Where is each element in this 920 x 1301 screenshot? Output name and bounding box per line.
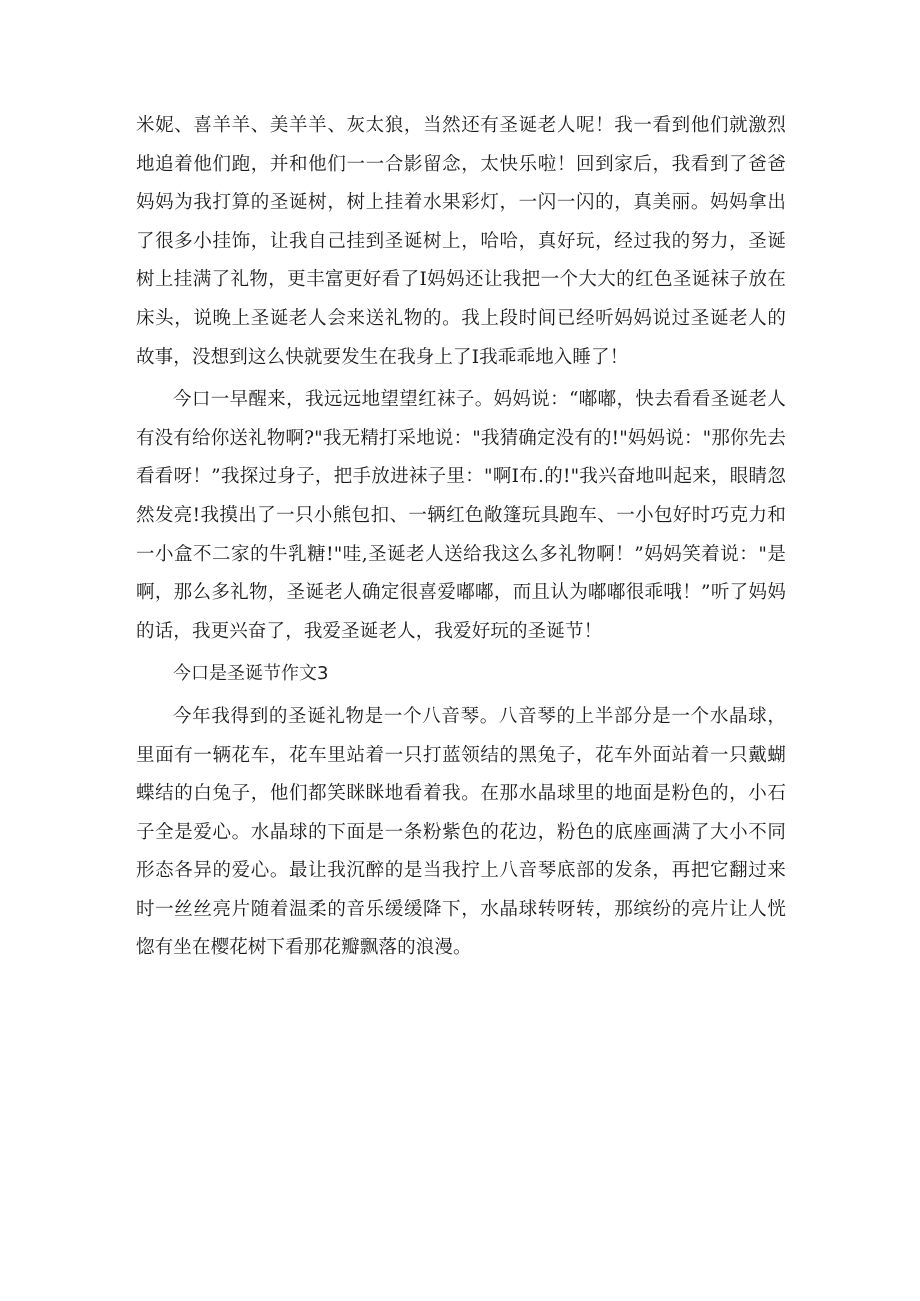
paragraph-music-box: 今年我得到的圣诞礼物是一个八音琴。八音琴的上半部分是一个水晶球，里面有一辆花车，花车里站着一只打蓝领结的黑兔子，花车外面站着一只戴蝴蝶结的白兔子，他们都笑眯眯地看着我。在那水晶球里的地面是粉色的，小石子全是爱心。水晶球的下面是一条粉紫色的花边，粉色的底座画满了大小不同形态各异的爱心。最让我沉醉的是当我拧上八音琴底部的发条，再把它翻过来时一丝丝亮片随着温柔的音乐缓缓降下，水晶球转呀转，那缤纷的亮片让人恍惚有坐在樱花树下看那花瓣飘落的浪漫。 <box>136 705 786 959</box>
document-body <box>136 107 786 968</box>
paragraph-christmas-day-out: 米妮、喜羊羊、美羊羊、灰太狼，当然还有圣诞老人呢！我一看到他们就激烈地追着他们跑，并和他们一一合影留念，太快乐啦！回到家后，我看到了爸爸妈妈为我打算的圣诞树，树上挂着水果彩灯，一闪一闪的，真美丽。妈妈拿出了很多小挂饰，让我自己挂到圣诞树上，哈哈，真好玩，经过我的努力，圣诞树上挂满了礼物，更丰富更好看了I妈妈还让我把一个大大的红色圣诞袜子放在床头，说晚上圣诞老人会来送礼物的。我上段时间已经听妈妈说过圣诞老人的故事，没想到这么快就要发生在我身上了I我乖乖地入睡了！ <box>136 115 786 368</box>
paragraph-christmas-morning: 今口一早醒来，我远远地望望红袜子。妈妈说：“嘟嘟，快去看看圣诞老人有没有给你送礼物啊?"我无精打采地说："我猜确定没有的!"妈妈说："那你先去看看呀！”我探过身子，把手放进袜子里："啊I布.的!"我兴奋地叫起来，眼睛忽然发亮!我摸出了一只小熊包扣、一辆红色敞篷玩具跑车、一小包好时巧克力和一小盒不二家的牛乳糖!"哇,圣诞老人送给我这么多礼物啊！”妈妈笑着说："是啊，那么多礼物，圣诞老人确定很喜爱嘟嘟，而且认为嘟嘟很乖哦！”听了妈妈的话，我更兴奋了，我爱圣诞老人，我爱好玩的圣诞节！ <box>136 389 786 642</box>
section-title: 今口是圣诞节作文3 <box>173 663 329 685</box>
